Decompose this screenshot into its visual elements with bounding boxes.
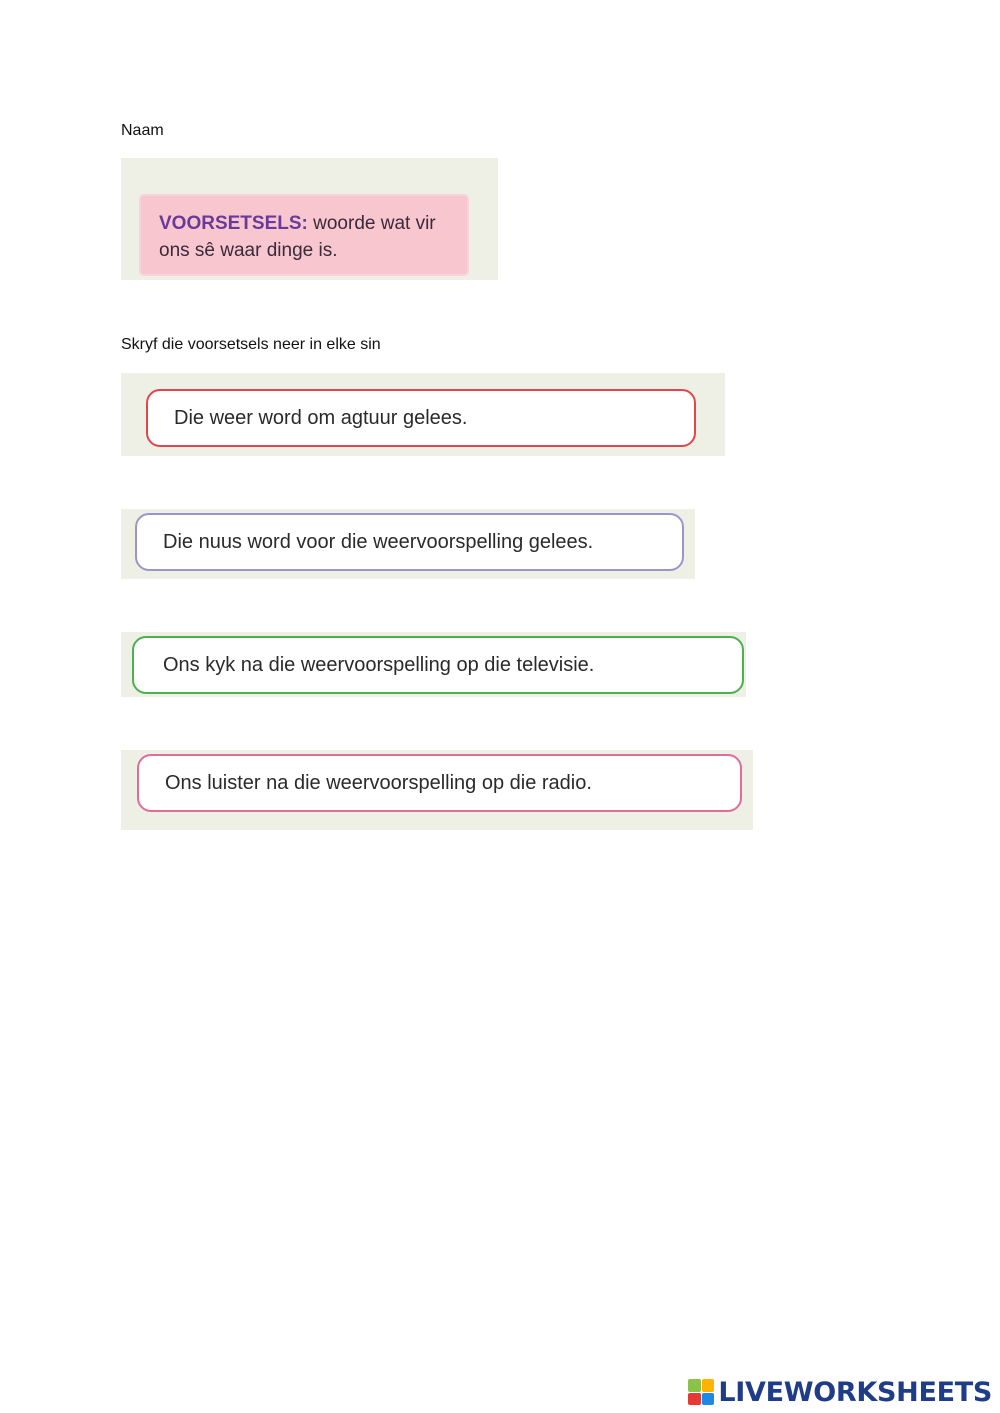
definition-term: VOORSETSELS:: [159, 213, 308, 234]
definition-card: [121, 158, 498, 280]
sentence-text: Ons kyk na die weervoorspelling op die televisie.: [132, 636, 744, 694]
sentence-text: Die weer word om agtuur gelees.: [146, 389, 696, 447]
name-label: Naam: [121, 122, 164, 139]
sentence-card: [121, 373, 725, 456]
liveworksheets-logo-icon: [688, 1379, 714, 1405]
sentence-card: [121, 632, 746, 697]
liveworksheets-brand: [688, 1375, 992, 1409]
definition-text: woorde wat vir ons sê waar dinge is.: [159, 213, 436, 261]
sentence-text: Die nuus word voor die weervoorspelling gelees.: [135, 513, 684, 571]
sentence-card: [121, 750, 753, 830]
instruction-text: Skryf die voorsetsels neer in elke sin: [121, 336, 381, 353]
sentence-card: [121, 509, 695, 579]
brand-name: LIVEWORKSHEETS: [718, 1376, 992, 1408]
definition-note: [141, 196, 467, 274]
sentence-text: Ons luister na die weervoorspelling op die radio.: [137, 754, 742, 812]
